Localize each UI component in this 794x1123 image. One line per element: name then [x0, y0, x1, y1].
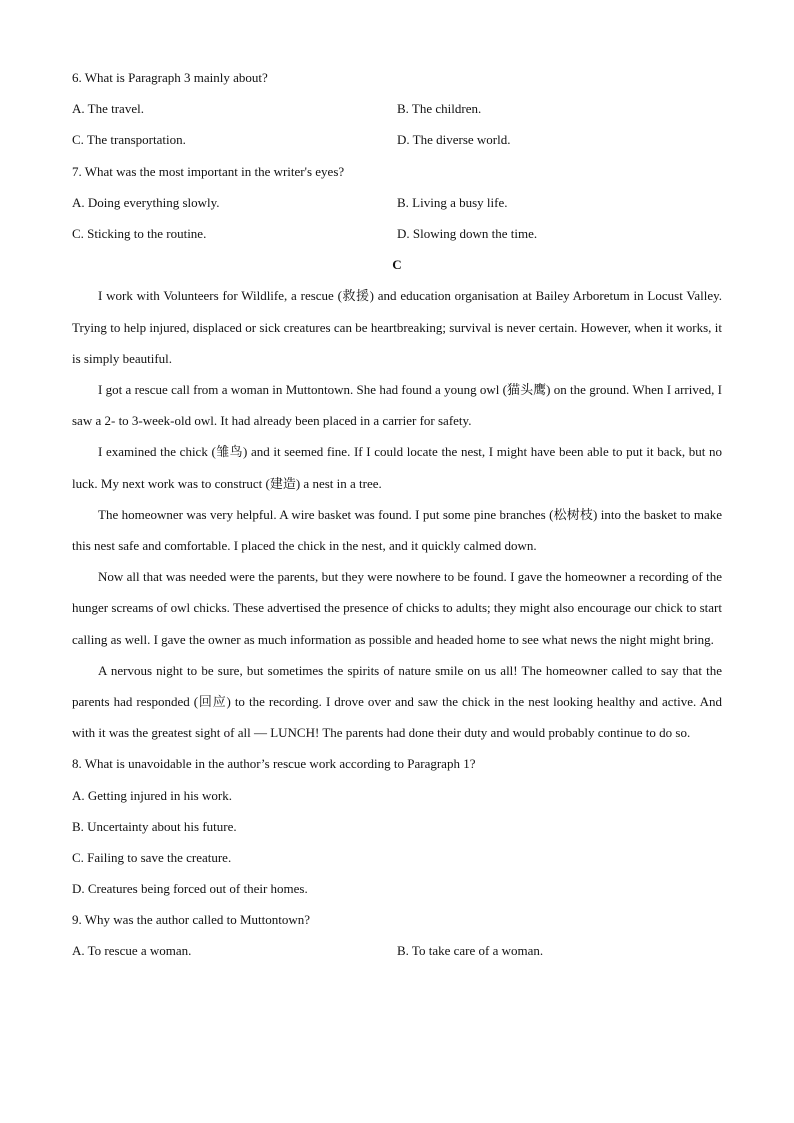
option-a: A. Getting injured in his work. [72, 787, 232, 803]
option-a: A. The travel. [72, 101, 144, 117]
option-c: C. The transportation. [72, 132, 186, 148]
passage-paragraph-3: I examined the chick (雏鸟) and it seemed fine. If I could locate the nest, I might have been able to put it back, but no luck. My next work was to construct (建造) a nest in a tree. [72, 444, 722, 491]
option-b: B. Living a busy life. [397, 194, 508, 210]
option-d: D. The diverse world. [397, 132, 511, 148]
question-7-options-row-1 [72, 187, 722, 218]
question-9: 9. Why was the author called to Muttontown? [72, 912, 311, 928]
option-d: D. Slowing down the time. [397, 225, 538, 241]
option-a: A. To rescue a woman. [72, 943, 192, 959]
option-a: A. Doing everything slowly. [72, 194, 220, 210]
question-6-options-row-2 [72, 124, 722, 155]
option-d: D. Creatures being forced out of their homes. [72, 881, 308, 897]
passage-paragraph-2: I got a rescue call from a woman in Muttontown. She had found a young owl (猫头鹰) on the ground. When I arrived, I saw a 2- to 3-week-old owl. It had already been placed in a carrier for safety. [72, 381, 722, 429]
passage-paragraph-1: I work with Volunteers for Wildlife, a rescue (救援) and education organisation at Bailey Arboretum in Locust Valley. Trying to help injured, displaced or sick creatures can be heartbreaking; survival is never certain. However, when it works, it is simply beautiful. [72, 288, 722, 366]
question-8: 8. What is unavoidable in the author’s rescue work according to Paragraph 1? [72, 756, 476, 772]
question-7-options-row-2 [72, 218, 722, 249]
option-b: B. Uncertainty about his future. [72, 818, 237, 834]
option-c: C. Sticking to the routine. [72, 225, 207, 241]
exam-page [72, 62, 722, 967]
option-c: C. Failing to save the creature. [72, 849, 232, 865]
question-7: 7. What was the most important in the writer's eyes? [72, 163, 345, 179]
question-9-options-row-1 [72, 935, 722, 966]
question-6: 6. What is Paragraph 3 mainly about? [72, 70, 268, 85]
section-heading: C [392, 257, 402, 273]
option-b: B. The children. [397, 101, 482, 117]
option-b: B. To take care of a woman. [397, 943, 544, 959]
question-6-options-row-1 [72, 93, 722, 124]
passage-paragraph-6: A nervous night to be sure, but sometimes the spirits of nature smile on us all! The homeowner called to say that the parents had responded (回应) to the recording. I drove over and saw the chick in the nest looking healthy and active. And with it was the greatest sight of all — LUNCH! The parents had done their duty and would probably continue to do so. [72, 662, 722, 741]
passage-paragraph-4: The homeowner was very helpful. A wire basket was found. I put some pine branches (松树枝) into the basket to make this nest safe and comfortable. I placed the chick in the nest, and it quickly calmed down. [72, 506, 722, 553]
passage-paragraph-5: Now all that was needed were the parents, but they were nowhere to be found. I gave the homeowner a recording of the hunger screams of owl chicks. These advertised the presence of chicks to adults; they might also encourage our chick to start calling as well. I gave the owner as much information as possible and headed home to see what news the night might bring. [72, 569, 722, 647]
